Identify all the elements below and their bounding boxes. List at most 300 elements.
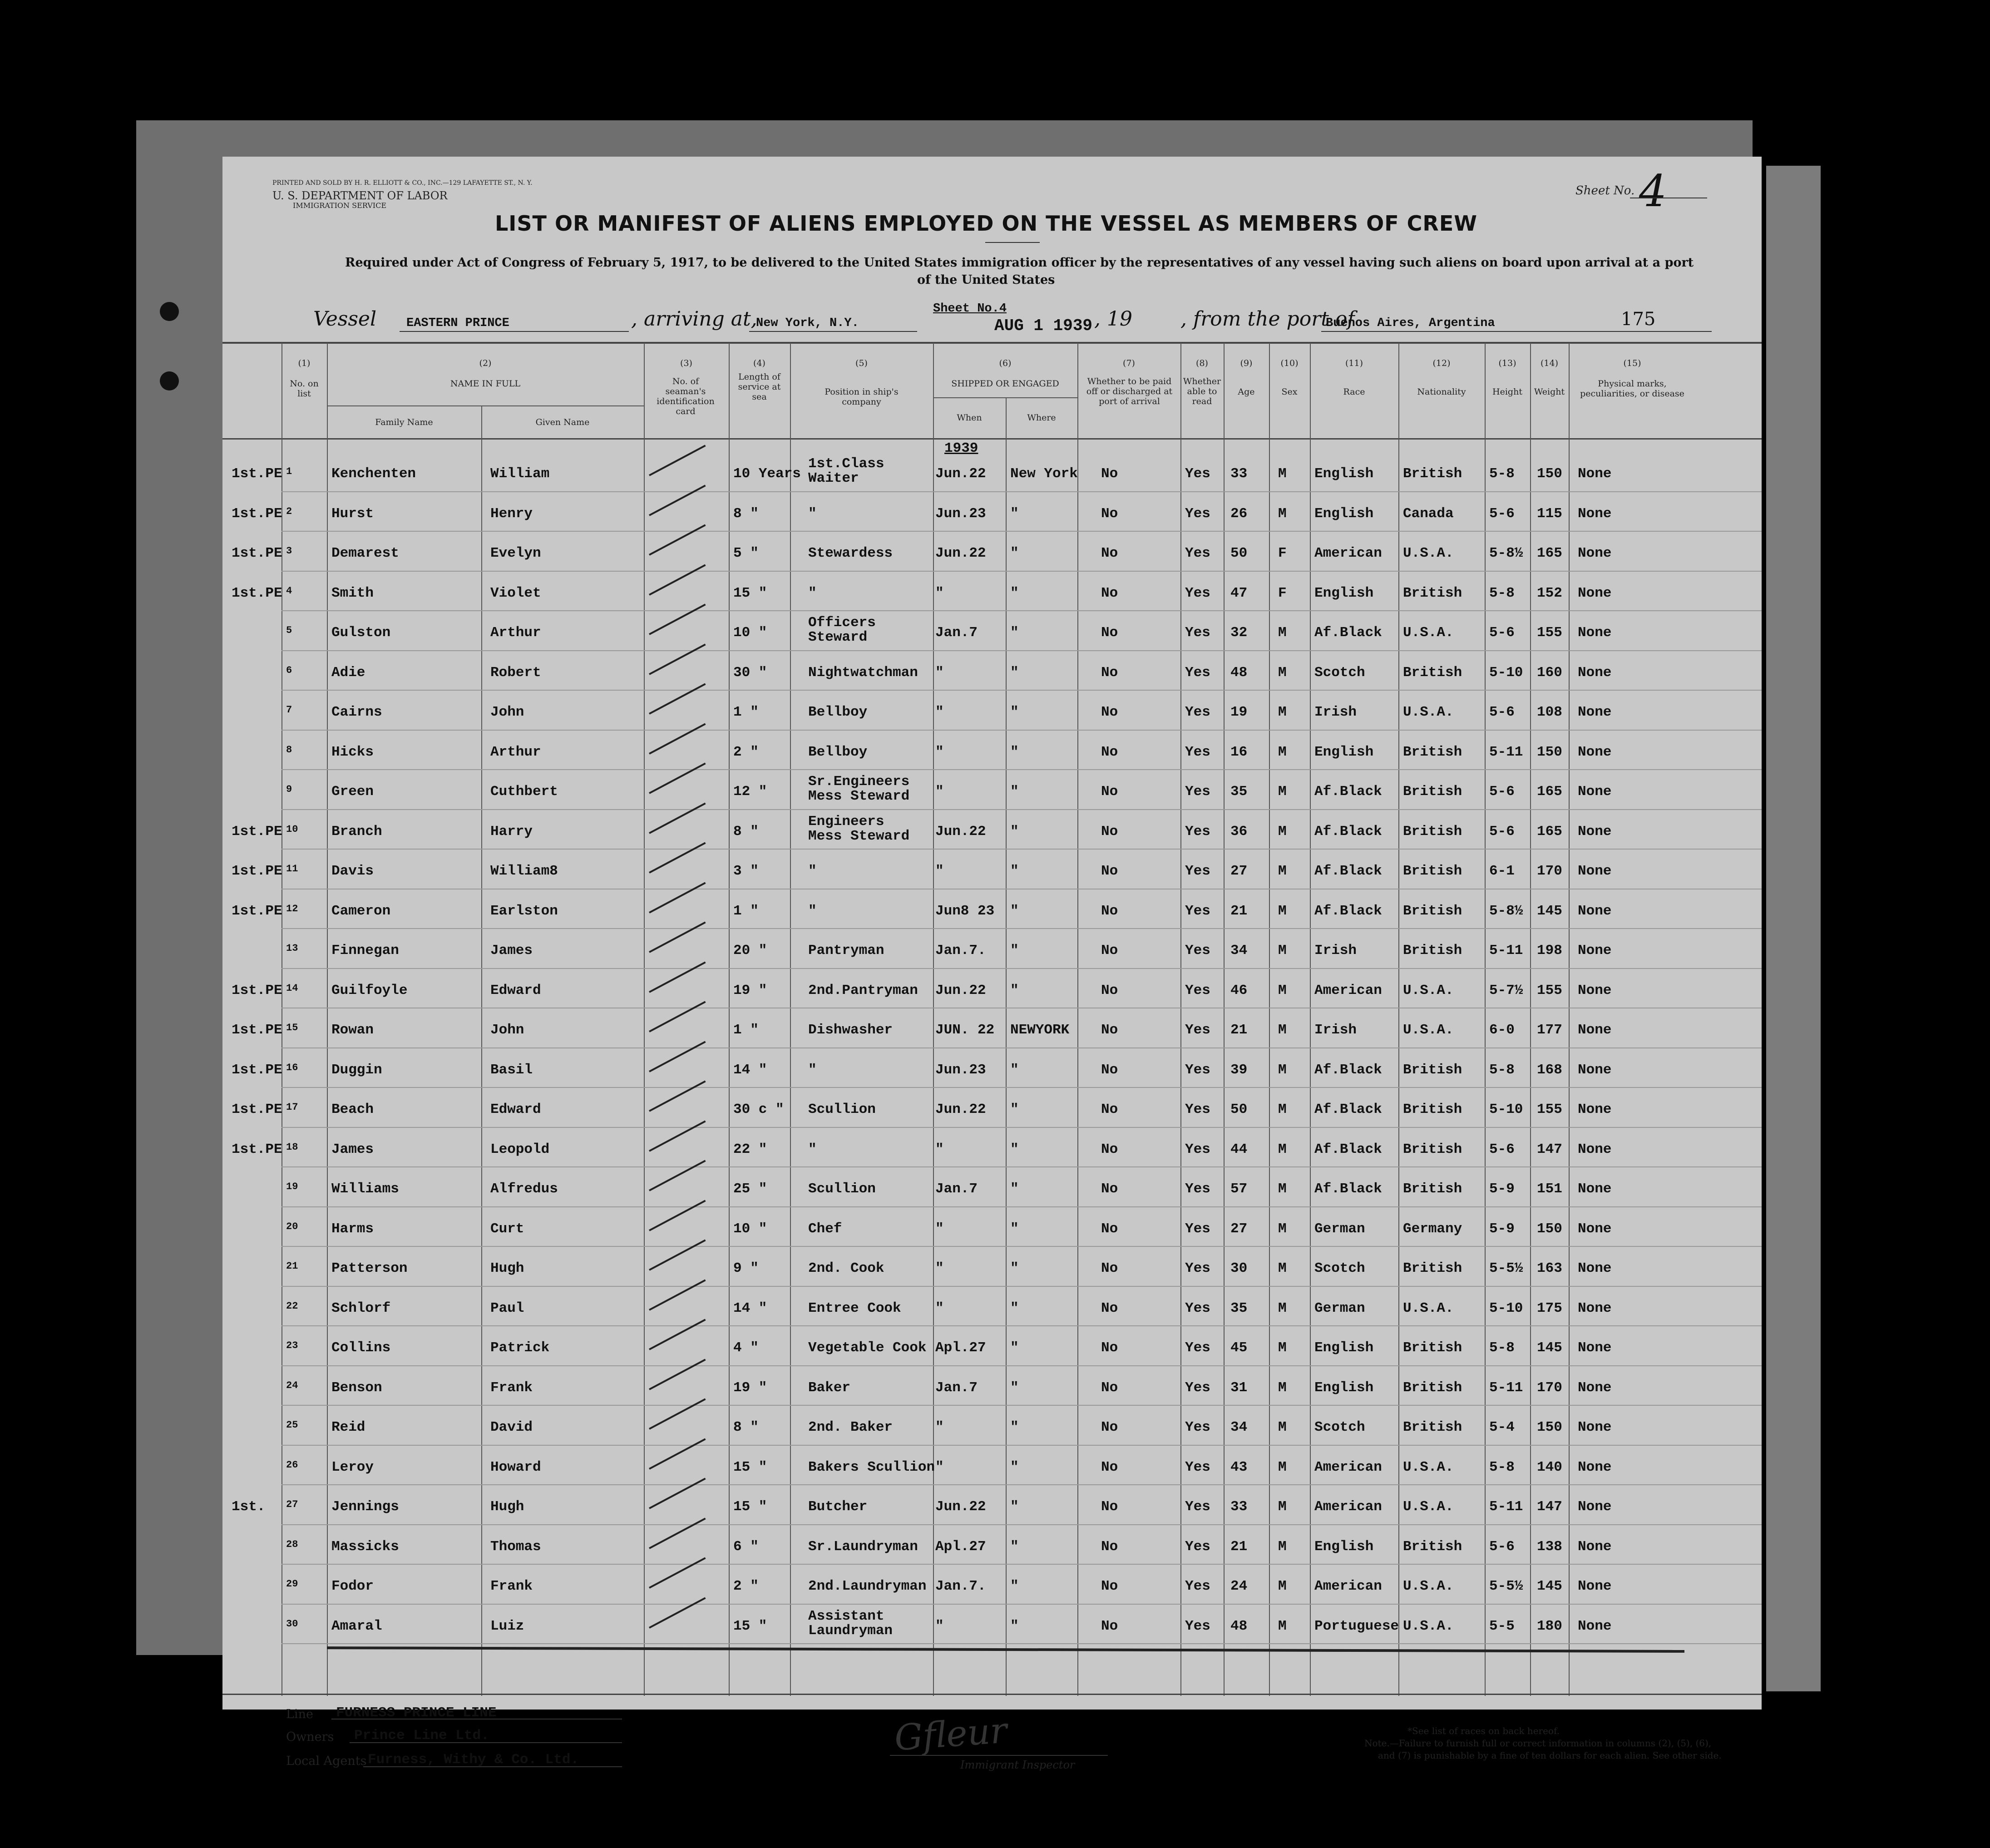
cell-weight: 165 bbox=[1537, 784, 1562, 800]
cell-nat: U.S.A. bbox=[1403, 1578, 1454, 1594]
cell-race: Scotch bbox=[1314, 1260, 1365, 1276]
checkmark-icon bbox=[649, 763, 706, 794]
col10-number: (10) bbox=[1280, 358, 1299, 368]
cell-service: 14 " bbox=[733, 1062, 767, 1078]
cell-height: 6-0 bbox=[1489, 1022, 1515, 1038]
cell-age: 27 bbox=[1230, 863, 1248, 879]
cell-read: Yes bbox=[1185, 704, 1210, 720]
cell-read: Yes bbox=[1185, 1022, 1210, 1038]
cell-when: Jun.23 bbox=[935, 1062, 986, 1078]
cell-read: Yes bbox=[1185, 1181, 1210, 1197]
cell-sex: M bbox=[1278, 1260, 1287, 1276]
cell-nat: U.S.A. bbox=[1403, 1499, 1454, 1515]
row-rule bbox=[281, 1286, 1762, 1287]
cell-age: 36 bbox=[1230, 823, 1248, 840]
cell-age: 16 bbox=[1230, 744, 1248, 760]
cell-read: Yes bbox=[1185, 744, 1210, 760]
cell-when: " bbox=[935, 585, 944, 601]
year-label: , 19 bbox=[1094, 307, 1132, 331]
cell-position-line2: Mess Steward bbox=[808, 828, 910, 844]
cell-race: Irish bbox=[1314, 704, 1357, 720]
cell-read: Yes bbox=[1185, 1499, 1210, 1515]
cell-mark: 1st.PE bbox=[232, 585, 282, 601]
cell-height: 5-11 bbox=[1489, 943, 1523, 959]
cell-position-line2: Waiter bbox=[808, 470, 859, 486]
cell-given: Thomas bbox=[490, 1538, 541, 1555]
penalty-note: Note.—Failure to furnish full or correct information in columns (2), (5), (6), bbox=[1364, 1738, 1712, 1749]
cell-race: Af.Black bbox=[1314, 625, 1382, 641]
cell-read: Yes bbox=[1185, 585, 1210, 601]
sheet-no-label: Sheet No. bbox=[1575, 184, 1635, 198]
checkmark-icon bbox=[649, 643, 706, 675]
cell-where: " bbox=[1010, 943, 1019, 959]
cell-sex: M bbox=[1278, 823, 1287, 840]
cell-no: 5 bbox=[286, 625, 292, 636]
cell-service: 10 " bbox=[733, 1220, 767, 1237]
cell-read: Yes bbox=[1185, 1300, 1210, 1316]
cell-where: " bbox=[1010, 1578, 1019, 1594]
cell-marks: None bbox=[1578, 1260, 1612, 1276]
cell-mark: 1st.PE bbox=[232, 982, 282, 998]
column-divider bbox=[1530, 343, 1531, 1696]
cell-marks: None bbox=[1578, 1022, 1612, 1038]
cell-height: 5-11 bbox=[1489, 1379, 1523, 1396]
list-number: 175 bbox=[1621, 309, 1656, 330]
cell-given: Henry bbox=[490, 505, 533, 522]
checkmark-icon bbox=[649, 484, 706, 516]
row-rule bbox=[281, 849, 1762, 850]
cell-nat: British bbox=[1403, 784, 1462, 800]
cell-no: 30 bbox=[286, 1618, 298, 1630]
row-rule bbox=[281, 610, 1762, 611]
cell-mark: 1st.PE bbox=[232, 466, 282, 482]
cell-family: Gulston bbox=[331, 625, 391, 641]
cell-no: 1 bbox=[286, 466, 292, 477]
checkmark-icon bbox=[649, 723, 706, 754]
col6-number: (6) bbox=[999, 358, 1012, 368]
cell-family: Amaral bbox=[331, 1618, 382, 1634]
table-bottom-rule bbox=[222, 1694, 1762, 1695]
col14-header: Weight bbox=[1534, 387, 1565, 397]
checkmark-icon bbox=[649, 882, 706, 913]
cell-family: Patterson bbox=[331, 1260, 408, 1276]
cell-weight: 108 bbox=[1537, 704, 1562, 720]
cell-height: 6-1 bbox=[1489, 863, 1515, 879]
cell-weight: 145 bbox=[1537, 903, 1562, 919]
cell-family: Harms bbox=[331, 1220, 374, 1237]
cell-no: 21 bbox=[286, 1260, 298, 1272]
row-rule bbox=[281, 1166, 1762, 1167]
cell-no: 6 bbox=[286, 664, 292, 676]
cell-where: " bbox=[1010, 704, 1019, 720]
cell-nat: British bbox=[1403, 466, 1462, 482]
cell-age: 57 bbox=[1230, 1181, 1248, 1197]
cell-sex: M bbox=[1278, 1022, 1287, 1038]
cell-mark: 1st.PE bbox=[232, 1102, 282, 1117]
cell-no: 28 bbox=[286, 1538, 298, 1550]
where-header: Where bbox=[1027, 413, 1056, 423]
cell-read: Yes bbox=[1185, 664, 1210, 681]
cell-given: Frank bbox=[490, 1578, 533, 1594]
cell-mark: 1st.PE bbox=[232, 863, 282, 879]
checkmark-icon bbox=[649, 1200, 706, 1231]
cell-marks: None bbox=[1578, 1618, 1612, 1634]
cell-paid: No bbox=[1101, 1022, 1118, 1038]
cell-no: 11 bbox=[286, 863, 298, 875]
cell-age: 35 bbox=[1230, 1300, 1248, 1316]
cell-position: Butcher bbox=[808, 1499, 868, 1515]
cell-service: 12 " bbox=[733, 784, 767, 800]
col11-header: Race bbox=[1343, 387, 1365, 397]
col12-header: Nationality bbox=[1417, 387, 1466, 397]
cell-read: Yes bbox=[1185, 1419, 1210, 1435]
cell-nat: British bbox=[1403, 1102, 1462, 1117]
cell-height: 5-8½ bbox=[1489, 545, 1523, 561]
cell-when: Jan.7 bbox=[935, 625, 978, 641]
cell-service: 20 " bbox=[733, 943, 767, 959]
cell-given: Harry bbox=[490, 823, 533, 840]
checkmark-icon bbox=[649, 1001, 706, 1033]
cell-when: " bbox=[935, 1419, 944, 1435]
cell-where: " bbox=[1010, 863, 1019, 879]
cell-no: 8 bbox=[286, 744, 292, 756]
row-rule bbox=[281, 491, 1762, 492]
cell-no: 9 bbox=[286, 784, 292, 795]
cell-when: Apl.27 bbox=[935, 1538, 986, 1555]
cell-no: 27 bbox=[286, 1499, 298, 1510]
cell-nat: Germany bbox=[1403, 1220, 1462, 1237]
cell-paid: No bbox=[1101, 1300, 1118, 1316]
cell-given: Basil bbox=[490, 1062, 533, 1078]
cell-given: Alfredus bbox=[490, 1181, 558, 1197]
cell-service: 6 " bbox=[733, 1538, 759, 1555]
cell-sex: M bbox=[1278, 784, 1287, 800]
cell-where: " bbox=[1010, 1459, 1019, 1475]
cell-race: Af.Black bbox=[1314, 784, 1382, 800]
cell-race: Portuguese bbox=[1314, 1618, 1399, 1634]
cell-position: 2nd.Pantryman bbox=[808, 982, 918, 998]
cell-mark: 1st.PE bbox=[232, 1022, 282, 1038]
cell-marks: None bbox=[1578, 1538, 1612, 1555]
cell-position: Entree Cook bbox=[808, 1300, 901, 1316]
cell-sex: M bbox=[1278, 625, 1287, 641]
col6-header: SHIPPED OR ENGAGED bbox=[951, 379, 1059, 389]
cell-when: " bbox=[935, 863, 944, 879]
cell-weight: 168 bbox=[1537, 1062, 1562, 1078]
cell-when: " bbox=[935, 704, 944, 720]
cell-sex: M bbox=[1278, 903, 1287, 919]
cell-family: Benson bbox=[331, 1379, 382, 1396]
cell-nat: U.S.A. bbox=[1403, 1618, 1454, 1634]
cell-age: 44 bbox=[1230, 1141, 1248, 1157]
cell-when: Jan.7 bbox=[935, 1379, 978, 1396]
cell-paid: No bbox=[1101, 784, 1118, 800]
cell-when: Jun.22 bbox=[935, 982, 986, 998]
cell-paid: No bbox=[1101, 1220, 1118, 1237]
cell-age: 48 bbox=[1230, 664, 1248, 681]
cell-paid: No bbox=[1101, 1578, 1118, 1594]
cell-marks: None bbox=[1578, 863, 1612, 879]
cell-weight: 165 bbox=[1537, 823, 1562, 840]
cell-paid: No bbox=[1101, 585, 1118, 601]
cell-sex: M bbox=[1278, 1340, 1287, 1356]
subtitle: Required under Act of Congress of February 5, 1917, to be delivered to the United States immigration officer by the representatives of any vessel having such aliens on board upon arrival at a port bbox=[345, 256, 1694, 270]
cell-age: 34 bbox=[1230, 943, 1248, 959]
cell-height: 5-10 bbox=[1489, 1300, 1523, 1316]
name-header-rule bbox=[327, 405, 644, 406]
cell-weight: 155 bbox=[1537, 982, 1562, 998]
cell-height: 5-6 bbox=[1489, 625, 1515, 641]
cell-nat: U.S.A. bbox=[1403, 1022, 1454, 1038]
cell-weight: 140 bbox=[1537, 1459, 1562, 1475]
vessel-label: Vessel bbox=[313, 307, 377, 331]
cell-mark: 1st. bbox=[232, 1499, 266, 1515]
cell-service: 2 " bbox=[733, 744, 759, 760]
cell-given: Howard bbox=[490, 1459, 541, 1475]
cell-position: " bbox=[808, 505, 817, 522]
cell-position: Scullion bbox=[808, 1102, 876, 1117]
cell-read: Yes bbox=[1185, 823, 1210, 840]
arriving-label: , arriving at, bbox=[631, 307, 757, 331]
cell-family: Collins bbox=[331, 1340, 391, 1356]
cell-weight: 147 bbox=[1537, 1499, 1562, 1515]
cell-read: Yes bbox=[1185, 1578, 1210, 1594]
cell-race: Af.Black bbox=[1314, 903, 1382, 919]
cell-no: 23 bbox=[286, 1340, 298, 1351]
column-divider bbox=[327, 343, 328, 1696]
cell-sex: M bbox=[1278, 1379, 1287, 1396]
cell-service: 19 " bbox=[733, 1379, 767, 1396]
cell-where: " bbox=[1010, 1340, 1019, 1356]
cell-race: English bbox=[1314, 466, 1374, 482]
cell-sex: M bbox=[1278, 943, 1287, 959]
checkmark-icon bbox=[649, 1160, 706, 1191]
cell-nat: U.S.A. bbox=[1403, 1459, 1454, 1475]
cell-weight: 152 bbox=[1537, 585, 1562, 601]
col8-number: (8) bbox=[1196, 358, 1208, 368]
cell-race: Irish bbox=[1314, 1022, 1357, 1038]
vessel-name: EASTERN PRINCE bbox=[406, 316, 509, 330]
cell-weight: 150 bbox=[1537, 744, 1562, 760]
cell-position: 2nd. Cook bbox=[808, 1260, 884, 1276]
cell-weight: 165 bbox=[1537, 545, 1562, 561]
cell-where: " bbox=[1010, 505, 1019, 522]
cell-height: 5-5½ bbox=[1489, 1260, 1523, 1276]
cell-marks: None bbox=[1578, 1300, 1612, 1316]
cell-no: 24 bbox=[286, 1379, 298, 1391]
cell-position: Dishwasher bbox=[808, 1022, 893, 1038]
cell-marks: None bbox=[1578, 1102, 1612, 1117]
cell-marks: None bbox=[1578, 1340, 1612, 1356]
row-rule bbox=[281, 1564, 1762, 1565]
checkmark-icon bbox=[649, 1398, 706, 1430]
cell-marks: None bbox=[1578, 823, 1612, 840]
cell-position-line2: Steward bbox=[808, 629, 868, 645]
cell-paid: No bbox=[1101, 1340, 1118, 1356]
cell-sex: M bbox=[1278, 1538, 1287, 1555]
col8-header: Whether able to read bbox=[1183, 376, 1221, 406]
cell-service: 2 " bbox=[733, 1578, 759, 1594]
checkmark-icon bbox=[649, 683, 706, 715]
cell-service: 30 c " bbox=[733, 1102, 784, 1117]
cell-nat: British bbox=[1403, 1419, 1462, 1435]
column-divider bbox=[481, 406, 482, 1696]
row-rule bbox=[281, 650, 1762, 651]
cell-paid: No bbox=[1101, 982, 1118, 998]
cell-sex: M bbox=[1278, 505, 1287, 522]
cell-service: 8 " bbox=[733, 505, 759, 522]
row-rule bbox=[281, 1325, 1762, 1326]
cell-given: Curt bbox=[490, 1220, 524, 1237]
cell-position: 1st.Class bbox=[808, 456, 884, 472]
cell-paid: No bbox=[1101, 1062, 1118, 1078]
races-note: *See list of races on back hereof. bbox=[1407, 1725, 1560, 1736]
local-agents: Furness, Withy & Co. Ltd. bbox=[368, 1752, 579, 1768]
cell-height: 5-6 bbox=[1489, 505, 1515, 522]
cell-sex: M bbox=[1278, 863, 1287, 879]
cell-service: 4 " bbox=[733, 1340, 759, 1356]
cell-read: Yes bbox=[1185, 1141, 1210, 1157]
col15-header: Physical marks, peculiarities, or disease bbox=[1580, 379, 1684, 399]
owners-label: Owners bbox=[286, 1730, 334, 1744]
cell-race: English bbox=[1314, 744, 1374, 760]
column-divider bbox=[790, 343, 791, 1696]
signature-underline bbox=[890, 1755, 1108, 1756]
cell-race: Scotch bbox=[1314, 664, 1365, 681]
cell-when: " bbox=[935, 744, 944, 760]
cell-paid: No bbox=[1101, 704, 1118, 720]
row-rule bbox=[281, 690, 1762, 691]
cell-family: Adie bbox=[331, 664, 365, 681]
cell-sex: M bbox=[1278, 1141, 1287, 1157]
cell-where: " bbox=[1010, 585, 1019, 601]
cell-paid: No bbox=[1101, 505, 1118, 522]
punch-hole bbox=[160, 371, 179, 390]
cell-given: Robert bbox=[490, 664, 541, 681]
cell-position: Assistant bbox=[808, 1608, 884, 1624]
cell-when: Jun.23 bbox=[935, 505, 986, 522]
cell-marks: None bbox=[1578, 505, 1612, 522]
cell-where: " bbox=[1010, 903, 1019, 919]
cell-no: 20 bbox=[286, 1220, 298, 1232]
cell-height: 5-9 bbox=[1489, 1181, 1515, 1197]
cell-no: 3 bbox=[286, 545, 292, 557]
column-divider bbox=[1569, 343, 1570, 1696]
cell-given: David bbox=[490, 1419, 533, 1435]
cell-read: Yes bbox=[1185, 903, 1210, 919]
cell-nat: British bbox=[1403, 823, 1462, 840]
cell-nat: U.S.A. bbox=[1403, 704, 1454, 720]
cell-family: Branch bbox=[331, 823, 382, 840]
cell-when: " bbox=[935, 1459, 944, 1475]
cell-read: Yes bbox=[1185, 1220, 1210, 1237]
cell-given: Arthur bbox=[490, 625, 541, 641]
cell-read: Yes bbox=[1185, 1379, 1210, 1396]
year-header: 1939 bbox=[944, 440, 978, 456]
cell-height: 5-11 bbox=[1489, 1499, 1523, 1515]
cell-family: Reid bbox=[331, 1419, 365, 1435]
column-divider bbox=[1398, 343, 1399, 1696]
cell-where: " bbox=[1010, 1379, 1019, 1396]
cell-where: " bbox=[1010, 1102, 1019, 1117]
column-divider bbox=[1310, 343, 1311, 1696]
cell-paid: No bbox=[1101, 943, 1118, 959]
cell-race: Af.Black bbox=[1314, 1141, 1382, 1157]
cell-position: Scullion bbox=[808, 1181, 876, 1197]
col7-number: (7) bbox=[1123, 358, 1135, 368]
cell-race: American bbox=[1314, 1578, 1382, 1594]
row-rule bbox=[281, 730, 1762, 731]
cell-service: 8 " bbox=[733, 1419, 759, 1435]
cell-family: Rowan bbox=[331, 1022, 374, 1038]
cell-position-line2: Laundryman bbox=[808, 1622, 893, 1639]
cell-position: " bbox=[808, 863, 817, 879]
cell-height: 5-8 bbox=[1489, 1340, 1515, 1356]
cell-position: 2nd. Baker bbox=[808, 1419, 893, 1435]
cell-no: 22 bbox=[286, 1300, 298, 1312]
cell-when: " bbox=[935, 1220, 944, 1237]
column-divider bbox=[1269, 343, 1270, 1696]
cell-service: 5 " bbox=[733, 545, 759, 561]
cell-when: Jun.22 bbox=[935, 545, 986, 561]
cell-no: 17 bbox=[286, 1102, 298, 1113]
cell-when: Jan.7 bbox=[935, 1181, 978, 1197]
cell-paid: No bbox=[1101, 863, 1118, 879]
col4-number: (4) bbox=[753, 358, 765, 368]
cell-given: William bbox=[490, 466, 550, 482]
cell-given: Luiz bbox=[490, 1618, 524, 1634]
cell-mark: 1st.PE bbox=[232, 545, 282, 561]
row-rule bbox=[281, 1127, 1762, 1128]
cell-family: Hicks bbox=[331, 744, 374, 760]
cell-where: " bbox=[1010, 823, 1019, 840]
cell-marks: None bbox=[1578, 744, 1612, 760]
cell-family: Davis bbox=[331, 863, 374, 879]
title-rule bbox=[985, 242, 1040, 243]
checkmark-icon bbox=[649, 1319, 706, 1350]
cell-marks: None bbox=[1578, 1459, 1612, 1475]
checkmark-icon bbox=[649, 961, 706, 993]
col4-header: Length of service at sea bbox=[738, 372, 781, 402]
cell-family: Green bbox=[331, 784, 374, 800]
col10-header: Sex bbox=[1281, 387, 1298, 397]
cell-weight: 150 bbox=[1537, 466, 1562, 482]
column-divider bbox=[1006, 397, 1007, 1696]
cell-sex: M bbox=[1278, 1062, 1287, 1078]
row-rule bbox=[281, 1445, 1762, 1446]
cell-paid: No bbox=[1101, 1102, 1118, 1117]
cell-no: 12 bbox=[286, 903, 298, 914]
cell-where: " bbox=[1010, 1300, 1019, 1316]
agents-label: Local Agents bbox=[286, 1754, 367, 1768]
checkmark-icon bbox=[649, 1438, 706, 1469]
cell-race: English bbox=[1314, 1538, 1374, 1555]
cell-nat: British bbox=[1403, 863, 1462, 879]
cell-nat: U.S.A. bbox=[1403, 545, 1454, 561]
cell-where: New York bbox=[1010, 466, 1078, 482]
cell-paid: No bbox=[1101, 1181, 1118, 1197]
cell-race: English bbox=[1314, 1379, 1374, 1396]
col3-number: (3) bbox=[680, 358, 692, 368]
cell-family: Guilfoyle bbox=[331, 982, 408, 998]
cell-age: 30 bbox=[1230, 1260, 1248, 1276]
column-divider bbox=[1180, 343, 1181, 1696]
cell-service: 19 " bbox=[733, 982, 767, 998]
background-sheet-edge bbox=[1766, 166, 1821, 1691]
cell-height: 5-10 bbox=[1489, 664, 1523, 681]
cell-weight: 160 bbox=[1537, 664, 1562, 681]
cell-position: Bakers Scullion bbox=[808, 1459, 935, 1475]
